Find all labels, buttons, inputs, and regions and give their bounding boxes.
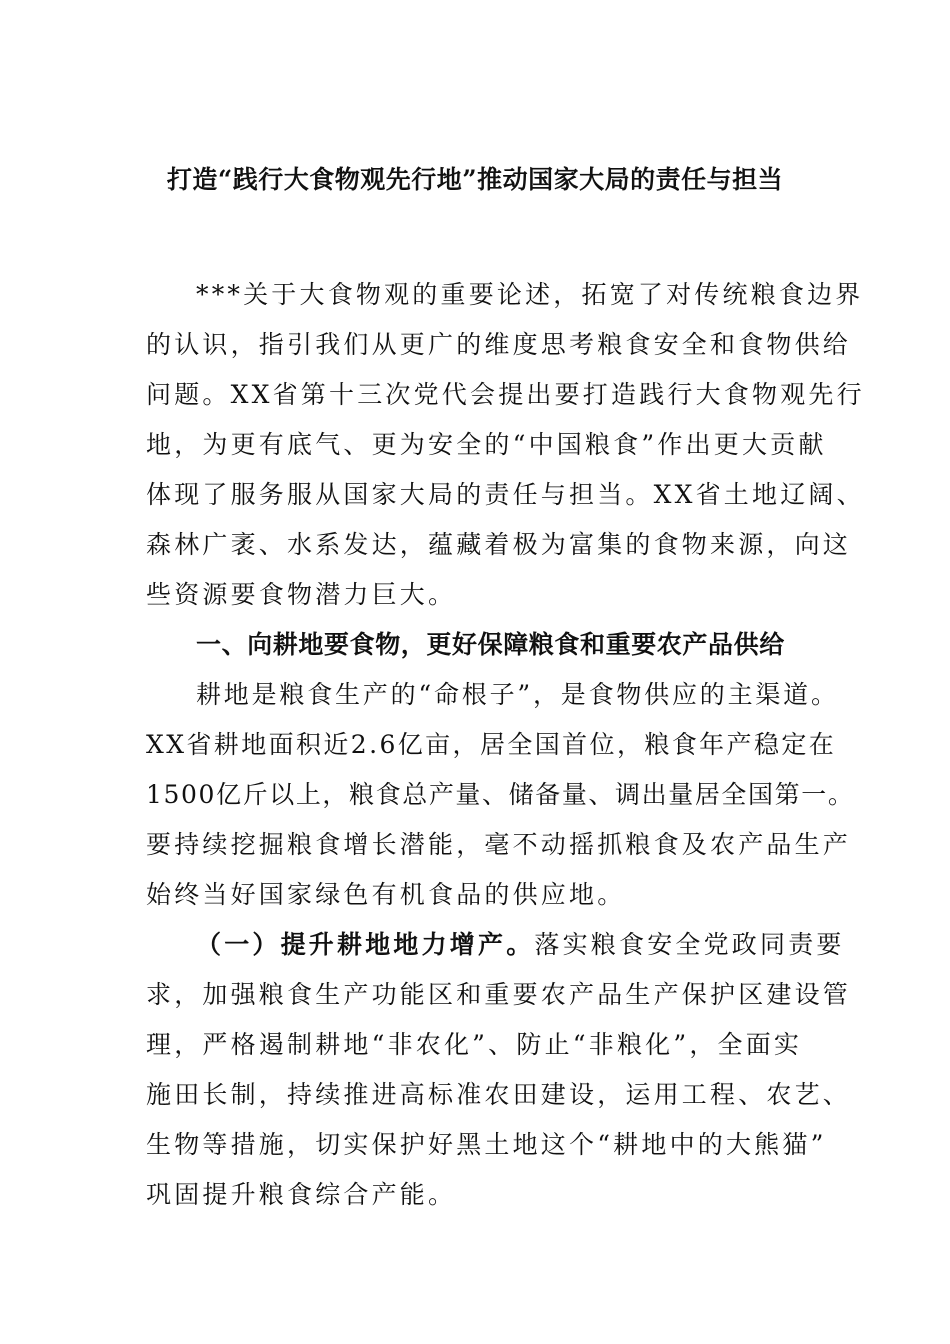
intro-line: 些资源要食物潜力巨大。 <box>146 580 457 609</box>
subsection-heading: （一）提升耕地地力增产。 <box>196 930 535 959</box>
intro-line: 体现了服务服从国家大局的责任与担当。XX省土地辽阔、 <box>146 480 865 509</box>
intro-line: 问题。XX省第十三次党代会提出要打造践行大食物观先行 <box>146 380 865 409</box>
section-paragraph-line: 1500亿斤以上，粮食总产量、储备量、调出量居全国第一。 <box>146 780 855 809</box>
subsection-paragraph-line: 巩固提升粮食综合产能。 <box>146 1180 457 1209</box>
subsection-first-line-text: 落实粮食安全党政同责要 <box>534 930 845 959</box>
subsection-paragraph-line: 求，加强粮食生产功能区和重要农产品生产保护区建设管 <box>146 980 852 1009</box>
intro-line: ***关于大食物观的重要论述，拓宽了对传统粮食边界 <box>196 280 864 309</box>
section-paragraph-line: 要持续挖掘粮食增长潜能，毫不动摇抓粮食及农产品生产 <box>146 830 852 859</box>
section-paragraph-line: XX省耕地面积近2.6亿亩，居全国首位，粮食年产稳定在 <box>146 730 837 759</box>
section-paragraph-line: 耕地是粮食生产的“命根子”，是食物供应的主渠道。 <box>196 680 839 709</box>
intro-line: 的认识，指引我们从更广的维度思考粮食安全和食物供给 <box>146 330 852 359</box>
document-title: 打造“践行大食物观先行地”推动国家大局的责任与担当 <box>166 165 784 194</box>
subsection-paragraph-line: 理，严格遏制耕地“非农化”、防止“非粮化”，全面实 <box>146 1030 803 1059</box>
subsection-first-line <box>196 925 845 965</box>
subsection-paragraph-line: 施田长制，持续推进高标准农田建设，运用工程、农艺、 <box>146 1080 852 1109</box>
section-heading: 一、向耕地要食物，更好保障粮食和重要农产品供给 <box>196 630 785 659</box>
intro-line: 地，为更有底气、更为安全的“中国粮食”作出更大贡献 <box>146 430 827 459</box>
subsection-paragraph-line: 生物等措施，切实保护好黑土地这个“耕地中的大熊猫” <box>146 1130 827 1159</box>
section-paragraph-line: 始终当好国家绿色有机食品的供应地。 <box>146 880 626 909</box>
intro-line: 森林广袤、水系发达，蕴藏着极为富集的食物来源，向这 <box>146 530 852 559</box>
